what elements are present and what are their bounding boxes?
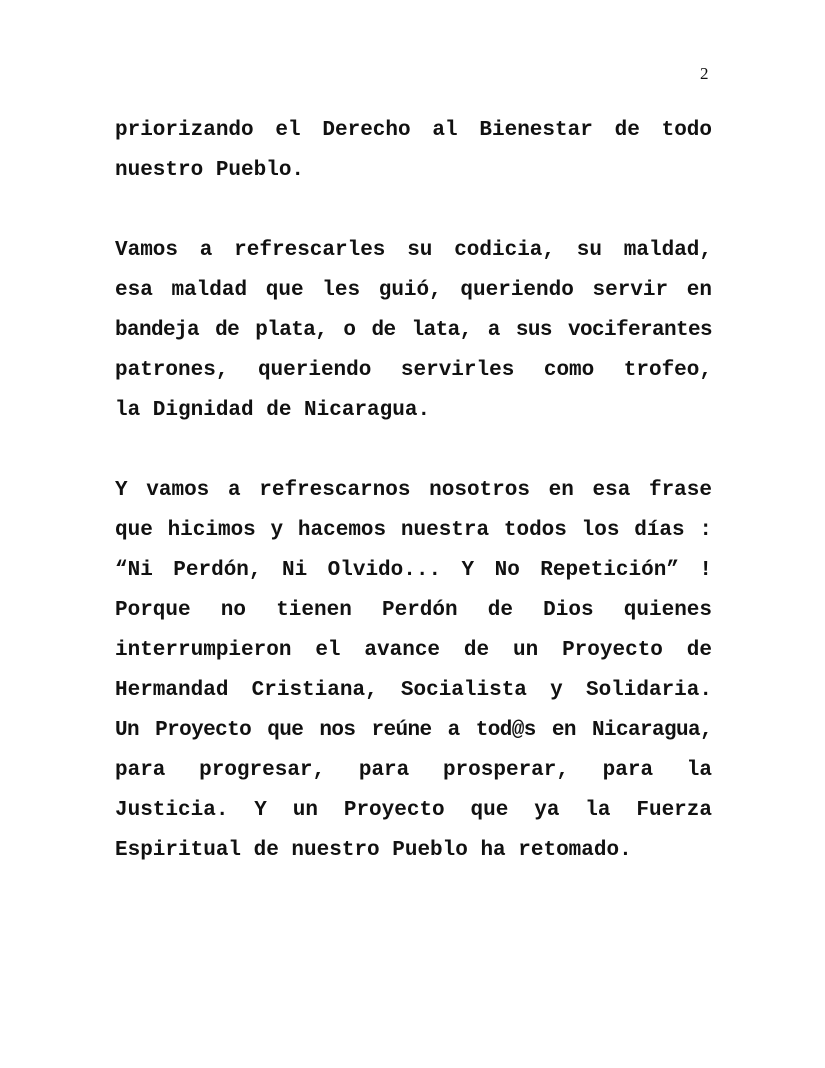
text-line: priorizando el Derecho al Bienestar de todo	[115, 119, 712, 142]
text-line: “Ni Perdón, Ni Olvido... Y No Repetición” !	[115, 559, 712, 582]
paragraph-2	[115, 231, 712, 431]
text-line: interrumpieron el avance de un Proyecto de	[115, 639, 712, 662]
text-line: que hicimos y hacemos nuestra todos los días :	[115, 519, 712, 542]
text-line: esa maldad que les guió, queriendo servir en	[115, 279, 712, 302]
paragraph-spacer	[115, 431, 712, 471]
text-line: la Dignidad de Nicaragua.	[115, 399, 431, 422]
text-line: Vamos a refrescarles su codicia, su maldad,	[115, 239, 712, 262]
text-line: Hermandad Cristiana, Socialista y Solidaria.	[115, 679, 712, 702]
document-body	[115, 111, 712, 871]
paragraph-spacer	[115, 191, 712, 231]
paragraph-3	[115, 471, 712, 871]
text-line: nuestro Pueblo.	[115, 159, 305, 182]
text-line: Un Proyecto que nos reúne a tod@s en Nicaragua,	[115, 719, 712, 742]
text-line: Justicia. Y un Proyecto que ya la Fuerza	[115, 799, 712, 822]
page-number: 2	[700, 64, 709, 83]
text-line: patrones, queriendo servirles como trofeo,	[115, 359, 712, 382]
text-line: Porque no tienen Perdón de Dios quienes	[115, 599, 712, 622]
text-line: Y vamos a refrescarnos nosotros en esa frase	[115, 479, 712, 502]
text-line: bandeja de plata, o de lata, a sus vociferantes	[115, 319, 712, 342]
paragraph-1	[115, 111, 712, 191]
text-line: Espiritual de nuestro Pueblo ha retomado.	[115, 839, 632, 862]
text-line: para progresar, para prosperar, para la	[115, 759, 712, 782]
